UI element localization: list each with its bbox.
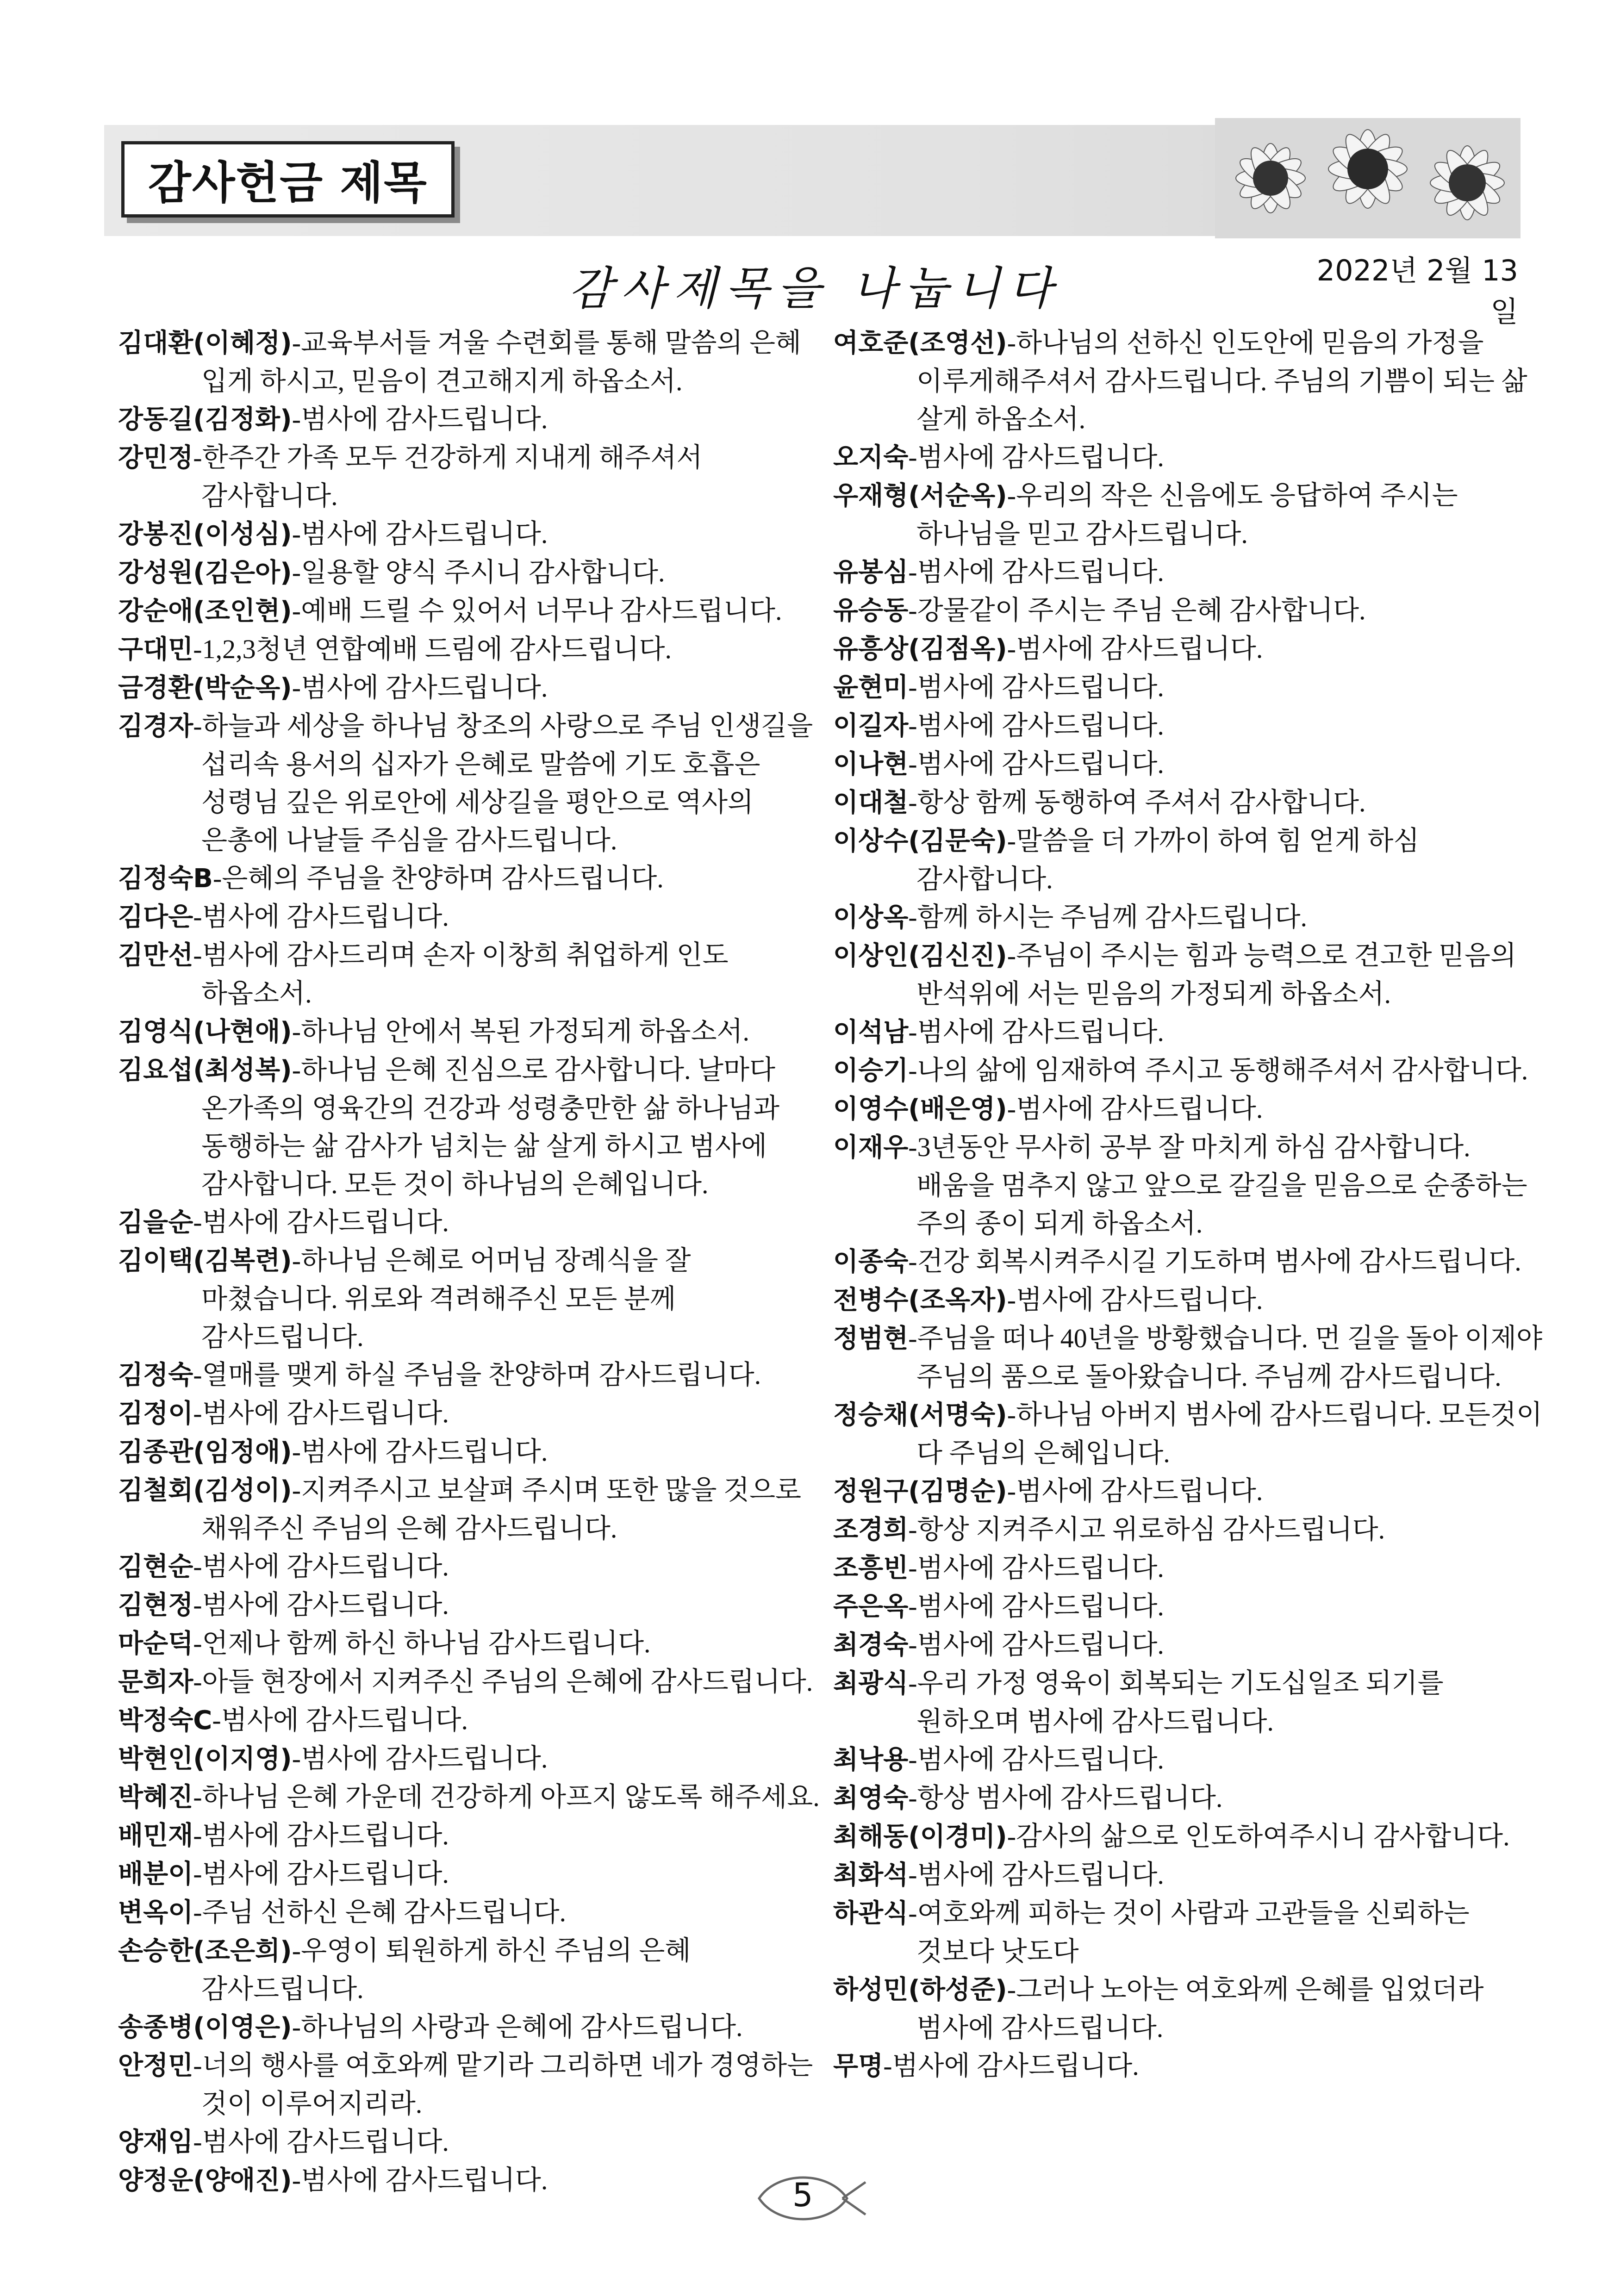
entry-name: 김이택(김복련) (118, 1246, 292, 1276)
entry-text: -범사에 감사드립니다. (193, 1859, 449, 1889)
entry-text: -지켜주시고 보살펴 주시며 또한 많을 것으로 채워주신 주님의 은혜 감사드립니다. (201, 1475, 802, 1543)
entry-text: -말씀을 더 가까이 하여 힘 얻게 하심 감사합니다. (916, 826, 1420, 894)
entry-name: 변옥이 (118, 1898, 193, 1928)
entry-name: 강민정 (118, 443, 193, 473)
thanks-entry (118, 1701, 831, 1740)
thanks-entry (118, 1051, 831, 1203)
thanks-entry (118, 324, 831, 400)
thanks-entry (118, 630, 831, 669)
date: 2022년 2월 13일 (1316, 254, 1518, 329)
entry-name: 강성원(김은아) (118, 558, 292, 588)
entry-name: 박정숙C (118, 1705, 212, 1736)
entry-name: 김현순 (118, 1552, 193, 1582)
title-box (121, 141, 455, 218)
entry-name: 김정이 (118, 1399, 193, 1429)
thanks-entry (833, 591, 1546, 630)
entry-text: -범사에 감사드립니다. (292, 1437, 548, 1467)
thanks-entry (118, 1817, 831, 1855)
thanks-entry (118, 1394, 831, 1433)
entry-name: 유흥상(김점옥) (833, 634, 1007, 664)
thanks-entry (833, 1894, 1546, 1971)
entry-name: 오지숙 (833, 442, 909, 473)
entry-name: 이길자 (833, 711, 909, 741)
entry-text: -주님 선하신 은혜 감사드립니다. (193, 1897, 566, 1927)
entry-text: -범사에 감사드립니다. (292, 519, 548, 549)
entry-name: 여호준(조영선) (833, 328, 1007, 358)
entry-name: 하관식 (833, 1898, 909, 1929)
thanks-entry (118, 1586, 831, 1624)
thanks-entry (118, 1855, 831, 1893)
thanks-entry (833, 1626, 1546, 1664)
entry-text: -여호와께 피하는 것이 사람과 고관들을 신뢰하는 것보다 낫도다 (908, 1898, 1470, 1966)
entry-text: -범사에 감사드립니다. (193, 1551, 449, 1581)
entry-text: -하늘과 세상을 하나님 창조의 사랑으로 주님 인생길을 섭리속 용서의 십자가 은혜로 말씀에 기도 호흡은 성령님 깊은 위로안에 세상길을 평안으로 역사의 은총에 나날들 주심을 감사드립니다. (193, 711, 813, 855)
entry-name: 김종관(임정애) (118, 1437, 292, 1467)
entry-name: 양재임 (118, 2127, 193, 2157)
entry-text: -강물같이 주시는 주님 은혜 감사합니다. (908, 595, 1366, 625)
entry-name: 배민재 (118, 1821, 193, 1851)
thanks-entry (833, 1013, 1546, 1052)
entry-name: 김다은 (118, 902, 193, 932)
entry-name: 조경희 (833, 1515, 909, 1545)
entry-name: 하성민(하성준) (833, 1975, 1007, 2005)
thanks-entry (833, 1779, 1546, 1817)
left-column (118, 324, 831, 2200)
entry-text: -범사에 감사드립니다. (908, 1553, 1164, 1583)
thanks-entry (118, 439, 831, 515)
entry-name: 문희자 (118, 1667, 193, 1697)
entry-name: 정범현 (833, 1324, 909, 1354)
entry-name: 김요섭(최성복) (118, 1055, 292, 1085)
thanks-entry (833, 745, 1546, 784)
thanks-entry (118, 1356, 831, 1394)
entry-name: 이영수(배은영) (833, 1094, 1007, 1124)
entry-name: 이상수(김문숙) (833, 826, 1007, 856)
thanks-entry (833, 553, 1546, 591)
entry-name: 최영숙 (833, 1783, 909, 1813)
thanks-entry (118, 400, 831, 439)
entry-text: -범사에 감사드립니다. (193, 1398, 449, 1428)
thanks-entry (118, 859, 831, 898)
entry-text: -범사에 감사드립니다. (193, 1207, 449, 1237)
entry-name: 김정숙 (118, 1360, 193, 1390)
thanks-entry (118, 936, 831, 1013)
entry-text: -범사에 감사드립니다. (212, 1705, 468, 1735)
entry-text: -범사에 감사드립니다. (1007, 634, 1263, 664)
thanks-entry (833, 668, 1546, 707)
thanks-entry (833, 822, 1546, 898)
entry-name: 안정민 (118, 2051, 193, 2081)
entry-text: -범사에 감사드립니다. (908, 1744, 1164, 1774)
thanks-entry (833, 1817, 1546, 1856)
entry-text: -항상 지켜주시고 위로하심 감사드립니다. (908, 1514, 1385, 1544)
thanks-entry (833, 1511, 1546, 1549)
thanks-entry (833, 707, 1546, 745)
entry-text: -범사에 감사드립니다. (1007, 1285, 1263, 1315)
page-title: 감사헌금 제목 (148, 157, 428, 209)
thanks-entry (833, 784, 1546, 822)
thanks-entry (833, 1741, 1546, 1779)
entry-name: 김정숙B (118, 864, 213, 894)
entry-text: -함께 하시는 주님께 감사드립니다. (908, 902, 1308, 932)
thanks-entry (833, 1128, 1546, 1243)
thanks-entry (118, 554, 831, 592)
entry-name: 이상인(김신진) (833, 941, 1007, 971)
entry-text: -범사에 감사드립니다. (908, 749, 1164, 779)
entry-text: -범사에 감사드립니다. (292, 404, 548, 434)
entry-text: -항상 범사에 감사드립니다. (908, 1783, 1223, 1813)
entry-name: 최경숙 (833, 1630, 909, 1660)
thanks-entry (118, 515, 831, 554)
entry-name: 김을순 (118, 1207, 193, 1238)
entry-text: -일용할 양식 주시니 감사합니다. (292, 557, 665, 587)
thanks-entry (118, 898, 831, 936)
entry-text: -범사에 감사드립니다. (292, 2165, 548, 2195)
entry-name: 김현정 (118, 1590, 193, 1620)
entry-text: -한주간 가족 모두 건강하게 지내게 해주셔서 감사합니다. (193, 442, 703, 511)
entry-text: -우리 가정 영육이 회복되는 기도십일조 되기를 원하오며 범사에 감사드립니다. (908, 1668, 1444, 1736)
thanks-entry (118, 707, 831, 859)
thanks-entry (833, 937, 1546, 1013)
thanks-entry (833, 1396, 1546, 1472)
thanks-entry (118, 1433, 831, 1471)
entry-text: -우영이 퇴원하게 하신 주님의 은혜 감사드립니다. (201, 1935, 691, 2004)
entry-name: 김만선 (118, 940, 193, 971)
thanks-entry (833, 1587, 1546, 1626)
thanks-entry (833, 1243, 1546, 1281)
entry-text: -주님이 주시는 힘과 능력으로 견고한 믿음의 반석위에 서는 믿음의 가정되게 하옵소서. (916, 940, 1517, 1009)
entry-text: -하나님 은혜 진심으로 감사합니다. 날마다 온가족의 영육간의 건강과 성령충만한 삶 하나님과 동행하는 삶 감사가 넘치는 삶 살게 하시고 범사에 감사합니다. 모든 것이 하나님의 은혜입니다. (201, 1055, 780, 1199)
thanks-entry (118, 1932, 831, 2008)
entry-name: 이승기 (833, 1056, 909, 1086)
thanks-entry (118, 2047, 831, 2123)
thanks-entry (833, 438, 1546, 477)
entry-text: -범사에 감사드립니다. (292, 672, 548, 703)
right-column (833, 324, 1546, 2085)
thanks-entry (118, 1893, 831, 1932)
entry-name: 전병수(조옥자) (833, 1285, 1007, 1315)
thanks-entry (118, 1203, 831, 1242)
thanks-entry (833, 324, 1546, 438)
entry-name: 김철회(김성이) (118, 1475, 292, 1506)
entry-text: -아들 현장에서 지켜주신 주님의 은혜에 감사드립니다. (193, 1667, 813, 1697)
entry-name: 강봉진(이성심) (118, 519, 292, 549)
entry-text: -나의 삶에 임재하여 주시고 동행해주셔서 감사합니다. (908, 1055, 1528, 1085)
entry-name: 박현인(이지영) (118, 1744, 292, 1774)
entry-name: 양정운(양애진) (118, 2165, 292, 2196)
entry-text: -우리의 작은 신음에도 응답하여 주시는 하나님을 믿고 감사드립니다. (916, 480, 1458, 549)
thanks-entry (833, 477, 1546, 553)
entry-name: 최해동(이경미) (833, 1822, 1007, 1852)
entry-text: -그러나 노아는 여호와께 은혜를 입었더라 범사에 감사드립니다. (916, 1974, 1484, 2043)
entry-name: 이재우 (833, 1132, 909, 1163)
thanks-entry (833, 1971, 1546, 2047)
entry-name: 이석남 (833, 1017, 909, 1047)
entry-name: 최화석 (833, 1860, 909, 1890)
entry-text: -너의 행사를 여호와께 맡기라 그리하면 네가 경영하는 것이 이루어지리라. (193, 2050, 813, 2119)
thanks-entry (118, 592, 831, 630)
entry-name: 손승한(조은희) (118, 1936, 292, 1966)
entry-text: -범사에 감사드립니다. (908, 1591, 1164, 1621)
entry-name: 정승채(서명숙) (833, 1400, 1007, 1430)
entry-name: 마순덕 (118, 1629, 193, 1659)
thanks-entry (118, 1471, 831, 1548)
entry-text: -하나님 안에서 복된 가정되게 하옵소서. (292, 1016, 750, 1046)
entry-text: -범사에 감사드립니다. (883, 2051, 1139, 2081)
thanks-entry (118, 1242, 831, 1356)
entry-name: 최낙용 (833, 1745, 909, 1775)
entry-name: 김영식(나현애) (118, 1017, 292, 1047)
entry-name: 조흥빈 (833, 1553, 909, 1583)
entry-name: 송종병(이영은) (118, 2012, 292, 2042)
entry-name: 배분이 (118, 1859, 193, 1889)
thanks-entry (833, 1472, 1546, 1511)
entry-name: 이종숙 (833, 1247, 909, 1277)
entry-name: 김경자 (118, 711, 193, 741)
thanks-entry (118, 669, 831, 707)
entry-name: 정원구(김명순) (833, 1476, 1007, 1506)
entry-text: -범사에 감사드립니다. (908, 710, 1164, 740)
entry-text: -범사에 감사드립니다. (193, 2127, 449, 2157)
entry-text: -하나님 은혜로 어머님 장례식을 잘 마쳤습니다. 위로와 격려해주신 모든 분께 감사드립니다. (201, 1245, 691, 1352)
entry-name: 유봉심 (833, 557, 909, 587)
entry-text: -하나님 아버지 범사에 감사드립니다. 모든것이 다 주님의 은혜입니다. (916, 1400, 1543, 1468)
subtitle: 감사제목을 나눕니다 (568, 262, 1061, 315)
entry-text: -범사에 감사드립니다. (193, 1590, 449, 1620)
entry-name: 이나현 (833, 749, 909, 779)
entry-text: -범사에 감사드립니다. (908, 442, 1164, 472)
entry-name: 금경환(박순옥) (118, 673, 292, 703)
thanks-entry (833, 1052, 1546, 1090)
entry-text: -하나님의 사랑과 은혜에 감사드립니다. (292, 2012, 743, 2042)
entry-text: -교육부서들 겨울 수련회를 통해 말씀의 은혜 입게 하시고, 믿음이 견고해지게 하옵소서. (201, 328, 802, 396)
entry-text: -범사에 감사드립니다. (908, 1017, 1164, 1047)
entry-text: -범사에 감사드립니다. (1007, 1476, 1263, 1506)
entry-text: -항상 함께 동행하여 주셔서 감사합니다. (908, 787, 1366, 817)
entry-name: 최광식 (833, 1668, 909, 1699)
thanks-entry (833, 1090, 1546, 1128)
entry-text: -범사에 감사드립니다. (292, 1743, 548, 1773)
entry-text: -예배 드릴 수 있어서 너무나 감사드립니다. (292, 596, 782, 626)
thanks-entry (833, 1549, 1546, 1587)
thanks-entry (833, 1856, 1546, 1894)
entry-name: 주은옥 (833, 1592, 909, 1622)
thanks-entry (833, 1319, 1546, 1396)
entry-text: -1,2,3청년 연합예배 드림에 감사드립니다. (193, 634, 672, 664)
page-number-text: 5 (792, 2176, 813, 2214)
entry-text: -범사에 감사드립니다. (193, 902, 449, 932)
entry-text: -범사에 감사드리며 손자 이창희 취업하게 인도 하옵소서. (193, 940, 729, 1008)
thanks-entry (118, 1663, 831, 1701)
sunflower-illustration (1215, 118, 1521, 238)
entry-text: -범사에 감사드립니다. (193, 1820, 449, 1850)
entry-name: 윤현미 (833, 672, 909, 703)
entry-text: -건강 회복시켜주시길 기도하며 범사에 감사드립니다. (908, 1246, 1521, 1276)
entry-name: 무명 (833, 2051, 884, 2081)
thanks-entry (833, 2047, 1546, 2085)
entry-name: 이상옥 (833, 902, 909, 933)
thanks-entry (118, 2123, 831, 2161)
entry-text: -주님을 떠나 40년을 방황했습니다. 먼 길을 돌아 이제야 주님의 품으로 돌아왔습니다. 주님께 감사드립니다. (908, 1323, 1543, 1392)
thanks-entry (118, 1013, 831, 1051)
thanks-entry (833, 1281, 1546, 1319)
entry-name: 우재형(서순옥) (833, 481, 1007, 511)
entry-name: 강동길(김정화) (118, 404, 292, 435)
entry-text: -감사의 삶으로 인도하여주시니 감사합니다. (1007, 1821, 1510, 1851)
entry-name: 김대환(이혜정) (118, 328, 292, 358)
thanks-entry (118, 2161, 831, 2200)
entry-text: -언제나 함께 하신 하나님 감사드립니다. (193, 1628, 651, 1658)
entry-name: 이대철 (833, 788, 909, 818)
entry-text: -3년동안 무사히 공부 잘 마치게 하심 감사합니다. 배움을 멈추지 않고 앞으로 갈길을 믿음으로 순종하는 주의 종이 되게 하옵소서. (908, 1132, 1527, 1238)
entry-text: -범사에 감사드립니다. (908, 1630, 1164, 1660)
thanks-entry (118, 1624, 831, 1663)
entry-name: 구대민 (118, 635, 193, 665)
page-number (750, 2166, 870, 2231)
thanks-entry (118, 2008, 831, 2047)
entry-name: 유승동 (833, 596, 909, 626)
entry-text: -하나님의 선하신 인도안에 믿음의 가정을 이루게해주셔서 감사드립니다. 주님의 기쁨이 되는 삶 살게 하옵소서. (916, 328, 1527, 434)
entry-text: -은혜의 주님을 찬양하며 감사드립니다. (212, 863, 664, 893)
entry-text: -하나님 은혜 가운데 건강하게 아프지 않도록 해주세요. (193, 1782, 820, 1812)
thanks-entry (118, 1778, 831, 1817)
entry-name: 강순애(조인현) (118, 596, 292, 626)
thanks-entry (118, 1548, 831, 1586)
thanks-entry (118, 1740, 831, 1778)
entry-text: -범사에 감사드립니다. (908, 557, 1164, 587)
entry-text: -범사에 감사드립니다. (908, 672, 1164, 702)
entry-text: -열매를 맺게 하실 주님을 찬양하며 감사드립니다. (193, 1360, 761, 1390)
thanks-entry (833, 898, 1546, 937)
entry-name: 박혜진 (118, 1782, 193, 1812)
entry-text: -범사에 감사드립니다. (908, 1860, 1164, 1890)
entry-text: -범사에 감사드립니다. (1007, 1094, 1263, 1124)
thanks-entry (833, 1664, 1546, 1741)
thanks-entry (833, 630, 1546, 668)
